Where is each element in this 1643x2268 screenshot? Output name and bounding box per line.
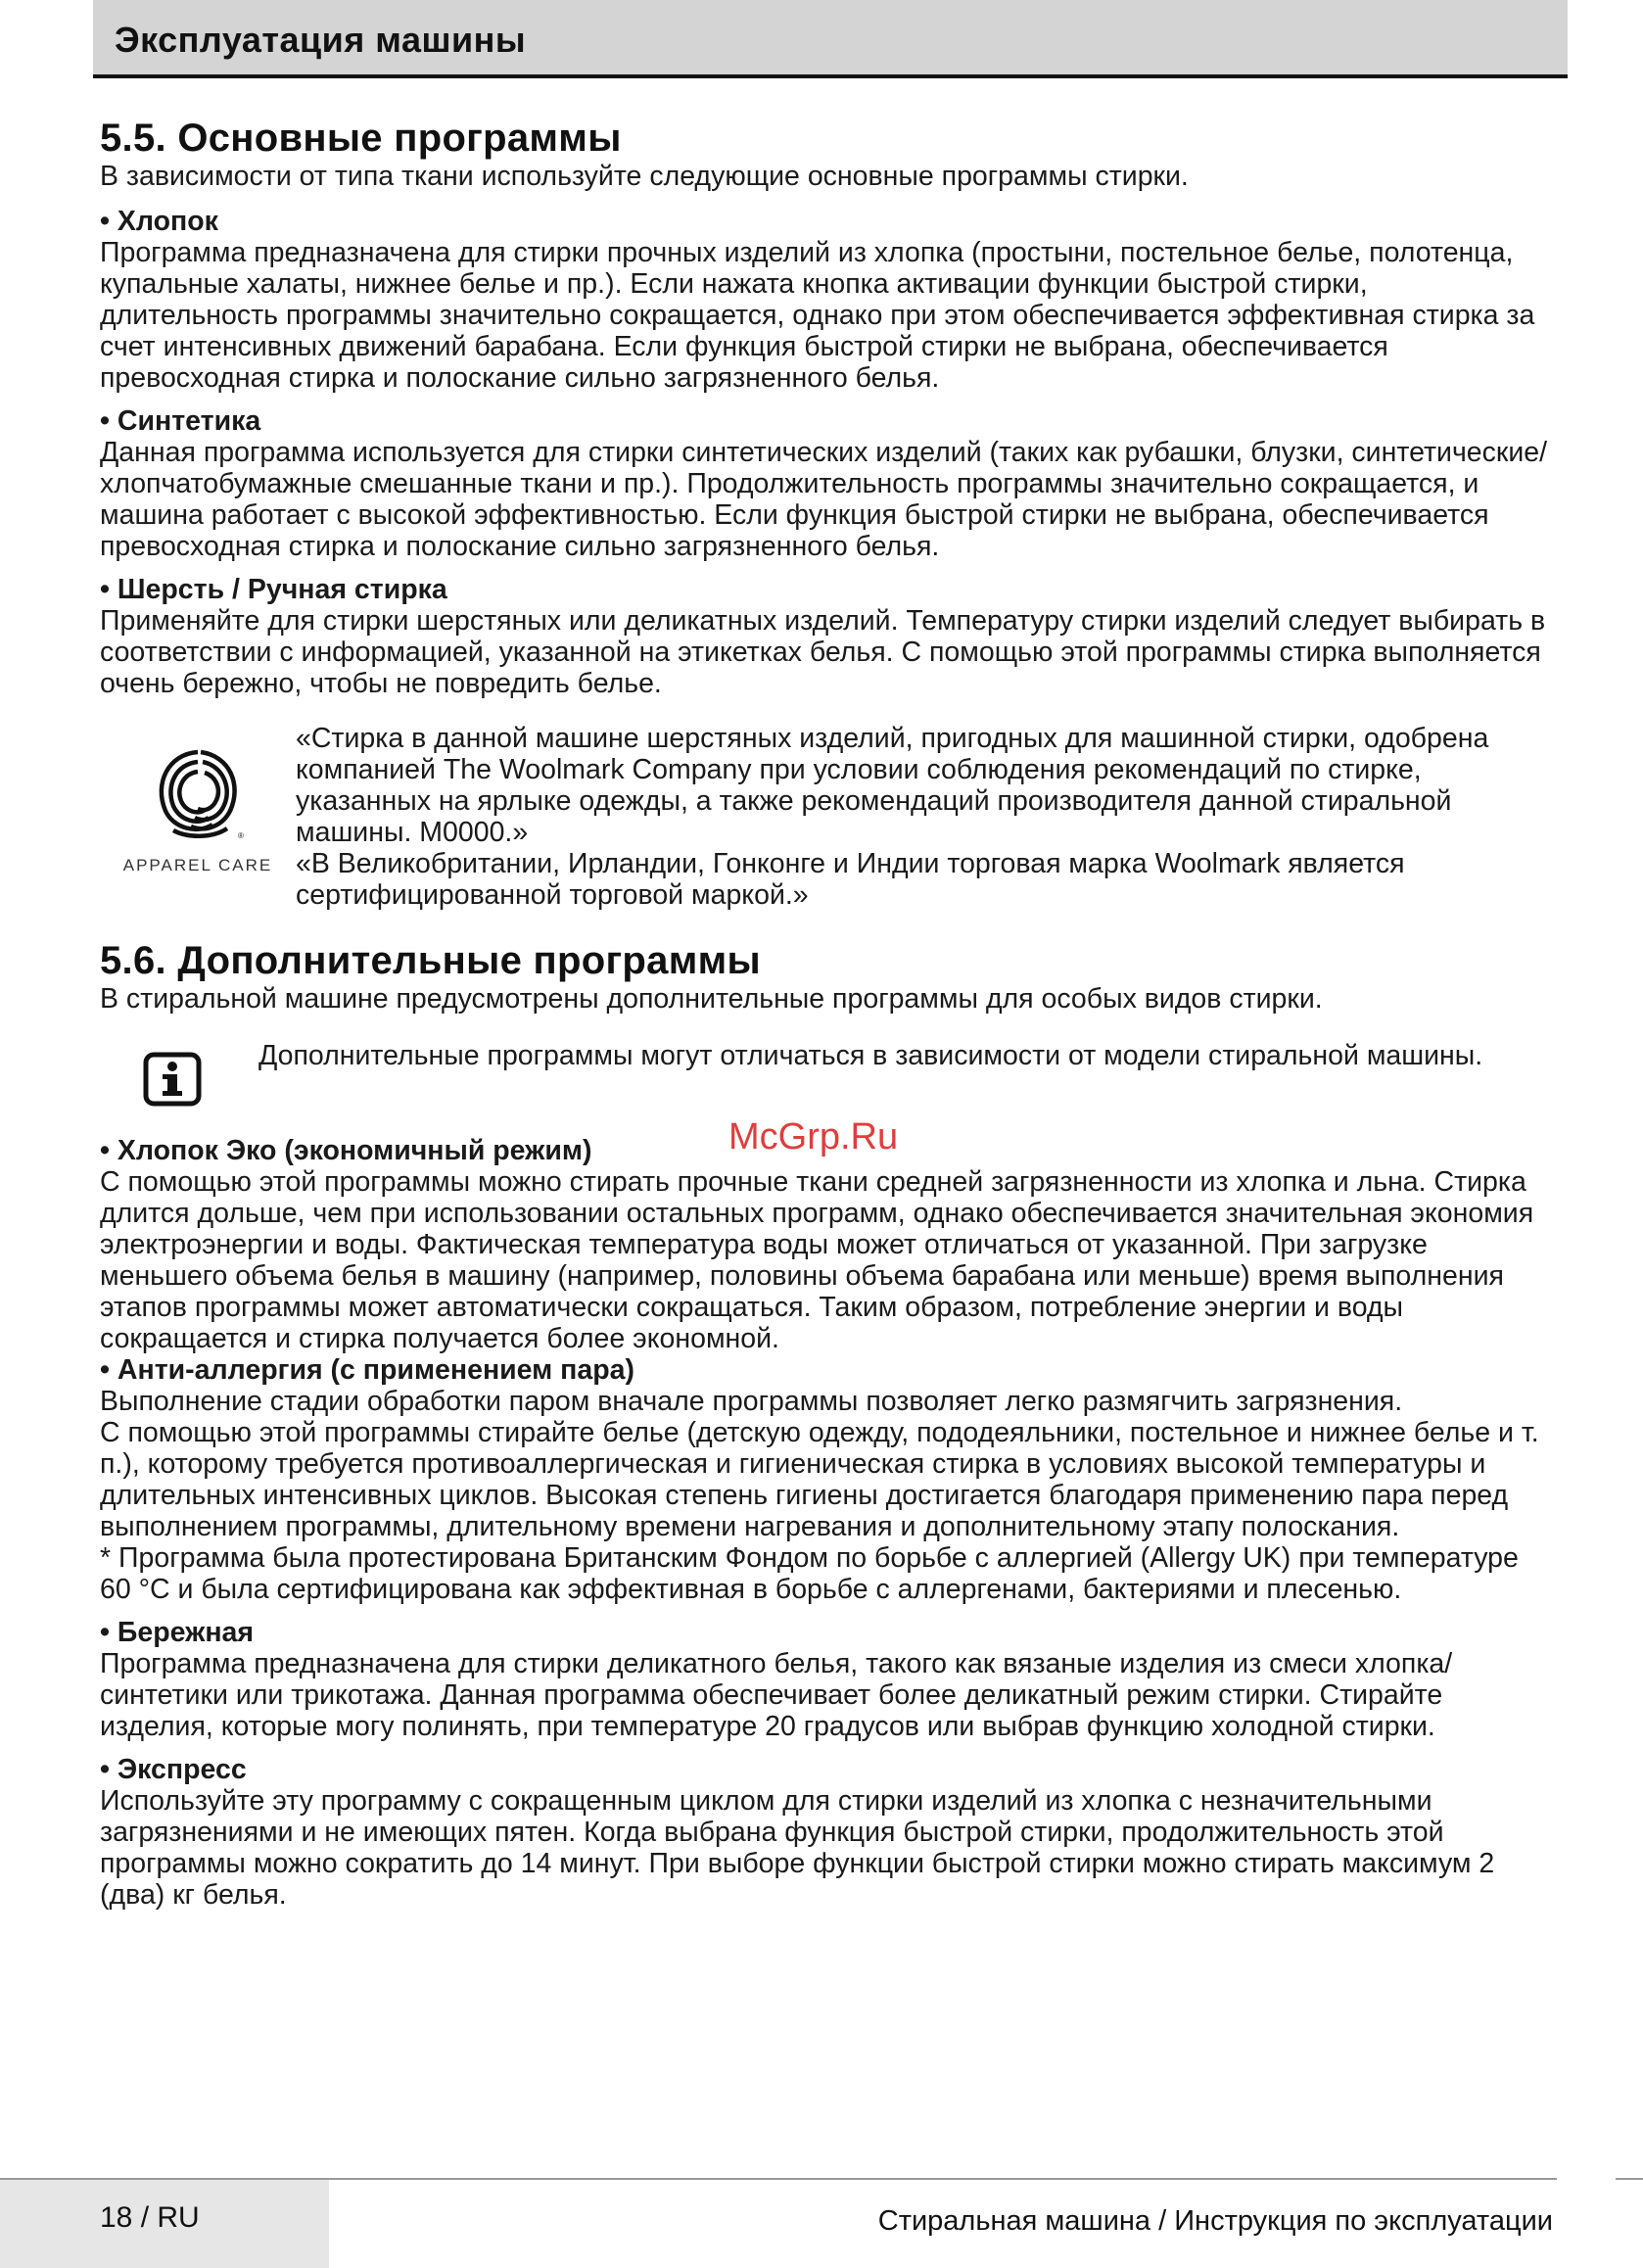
section-intro: В стиральной машине предусмотрены дополнительные программы для особых видов стирки. bbox=[100, 983, 1323, 1015]
section-heading-main-programs: 5.5. Основные программы bbox=[100, 117, 622, 160]
header-title: Эксплуатация машины bbox=[115, 20, 527, 60]
program-block-wool bbox=[100, 574, 1549, 699]
woolmark-icon bbox=[144, 744, 252, 842]
program-title: • Синтетика bbox=[100, 405, 261, 437]
section-heading-additional-programs: 5.6. Дополнительные программы bbox=[100, 939, 761, 982]
section-intro: В зависимости от типа ткани используйте следующие основные программы стирки. bbox=[100, 161, 1189, 192]
program-footnote: * Программа была протестирована Британским Фондом по борьбе с аллергией (Allergy UK) при температуре 60 °C и была сертифицирована как эффективная в борьбе с аллергенами, бактериями и плесенью. bbox=[100, 1542, 1519, 1605]
program-title: • Анти-аллергия (с применением пара) bbox=[100, 1354, 634, 1386]
program-block-cotton bbox=[100, 206, 1549, 394]
program-block-synthetics bbox=[100, 405, 1549, 562]
woolmark-text bbox=[296, 723, 1549, 911]
program-title: • Шерсть / Ручная стирка bbox=[100, 574, 447, 605]
header-bar bbox=[93, 0, 1568, 78]
program-text: С помощью этой программы можно стирать прочные ткани средней загрязненности из хлопка и льна. Стирка длится дольше, чем при использовании остальных программ, однако обеспечивается значительная экономия электроэнергии и воды. Фактическая температура воды может отличаться от указанной. При загрузке меньшего объема белья в машину (например, половины объема барабана или меньше) время выполнения этапов программы может автоматически сокращаться. Таким образом, потребление энергии и воды сокращается и стирка получается более экономной. bbox=[100, 1166, 1534, 1354]
program-text: Программа предназначена для стирки прочных изделий из хлопка (простыни, постельное белье, полотенца, купальные халаты, нижнее белье и пр.). Если нажата кнопка активации функции быстрой стирки, длительность программы значительно сокращается, однако при этом обеспечивается эффективная стирка за счет интенсивных движений барабана. Если функция быстрой стирки не выбрана, обеспечивается превосходная стирка и полоскание сильно загрязненного белья. bbox=[100, 237, 1535, 394]
program-block-anti-allergy bbox=[100, 1354, 1549, 1605]
program-text: С помощью этой программы стирайте белье (детскую одежду, пододеяльники, постельное и нижнее белье и т. п.), которому требуется противоаллергическая и гигиеническая стирка в условиях высокой температуры и длительных интенсивных циклов. Высокая степень гигиены достигается благодаря применению пара перед выполнением программы, длительному времени нагревания и дополнительному этапу полоскания. bbox=[100, 1417, 1539, 1542]
info-icon bbox=[143, 1052, 202, 1107]
woolmark-logo bbox=[100, 723, 296, 911]
footer-doc-title: Стиральная машина / Инструкция по эксплуатации bbox=[877, 2205, 1553, 2237]
program-title: • Хлопок Эко (экономичный режим) bbox=[100, 1135, 592, 1166]
svg-text:®: ® bbox=[238, 831, 244, 840]
program-block-delicate bbox=[100, 1617, 1549, 1742]
program-text: Применяйте для стирки шерстяных или деликатных изделий. Температуру стирки изделий следует выбирать в соответствии с информацией, указанной на этикетках белья. С помощью этой программы стирка выполняется очень бережно, чтобы не повредить белье. bbox=[100, 605, 1546, 699]
page-content bbox=[100, 116, 1549, 1922]
program-title: • Бережная bbox=[100, 1617, 255, 1648]
info-icon-wrap bbox=[100, 1040, 258, 1113]
info-note bbox=[100, 1040, 1549, 1113]
program-title: • Экспресс bbox=[100, 1754, 247, 1785]
woolmark-quote: «Стирка в данной машине шерстяных изделий, пригодных для машинной стирки, одобрена компанией The Woolmark Company при условии соблюдения рекомендаций по стирке, указанных на ярлыке одежды, а также рекомендаций производителя данной стиральной машины. M0000.» bbox=[296, 723, 1489, 848]
woolmark-quote: «В Великобритании, Ирландии, Гонконге и Индии торговая марка Woolmark является сертифицированной торговой маркой.» bbox=[296, 848, 1405, 911]
program-text: Используйте эту программу с сокращенным циклом для стирки изделий из хлопка с незначительными загрязнениями и не имеющих пятен. Когда выбрана функция быстрой стирки, продолжительность этой программы можно сократить до 14 минут. При выборе функции быстрой стирки можно стирать максимум 2 (два) кг белья. bbox=[100, 1785, 1495, 1911]
watermark: McGrp.Ru bbox=[728, 1116, 899, 1158]
page-number: 18 / RU bbox=[100, 2201, 200, 2234]
apparel-care-caption: APPAREL CARE bbox=[122, 856, 273, 874]
woolmark-block bbox=[100, 723, 1549, 911]
footer-rule-right bbox=[1616, 2178, 1643, 2180]
program-title: • Хлопок bbox=[100, 206, 218, 237]
program-block-express bbox=[100, 1754, 1549, 1911]
program-text: Данная программа используется для стирки синтетических изделий (таких как рубашки, блузки, синтетические/хлопчатобумажные смешанные ткани и пр.). Продолжительность программы значительно сокращается, и машина работает с высокой эффективностью. Если функция быстрой стирки не выбрана, обеспечивается превосходная стирка и полоскание сильно загрязненного белья. bbox=[100, 437, 1548, 562]
program-block-cotton-eco bbox=[100, 1135, 1549, 1354]
note-text: Дополнительные программы могут отличаться в зависимости от модели стиральной машины. bbox=[258, 1040, 1483, 1071]
program-text: Выполнение стадии обработки паром вначале программы позволяет легко размягчить загрязнения. bbox=[100, 1386, 1403, 1417]
program-text: Программа предназначена для стирки деликатного белья, такого как вязаные изделия из смеси хлопка/синтетики или трикотажа. Данная программа обеспечивает более деликатный режим стирки. Стирайте изделия, которые могу полинять, при температуре 20 градусов или выбрав функцию холодной стирки. bbox=[100, 1648, 1453, 1742]
